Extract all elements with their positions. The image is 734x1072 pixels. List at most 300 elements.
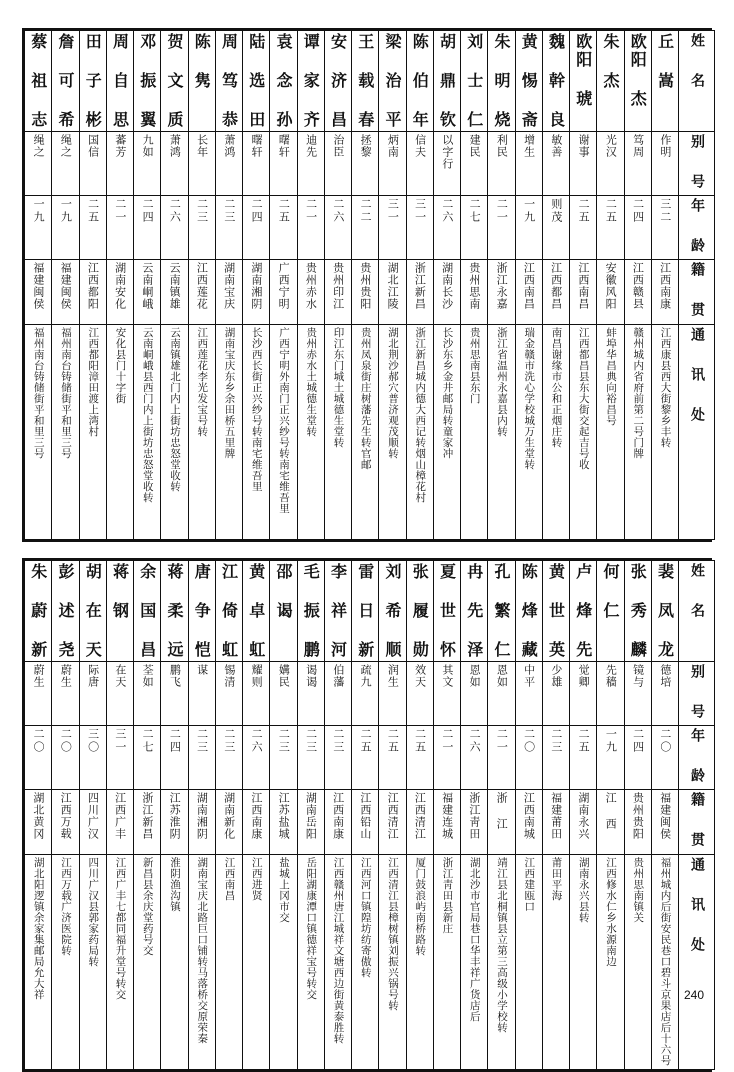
entry-name: 刘 希 顺 [383, 563, 402, 659]
entry-native-place-cell [270, 790, 297, 855]
entry-native-place: 江西莲花 [195, 262, 209, 310]
entry-alias: 曙轩 [250, 134, 264, 158]
entry-age-cell [352, 726, 379, 790]
block-divider [22, 542, 712, 558]
entry-name: 卢 烽 先 [573, 563, 593, 659]
column-header-label: 通 讯 处 [689, 857, 706, 956]
entry-alias-cell [651, 662, 678, 726]
entry-alias-cell [106, 132, 133, 196]
entry-age: 三一 [386, 198, 400, 224]
entry-address: 长沙西长街正兴纱号转南宅维吾里 [250, 327, 263, 492]
entry-native-place: 福建闽侯 [59, 262, 73, 310]
column-header-label: 籍 贯 [689, 792, 706, 851]
entry-alias: 利民 [495, 134, 509, 158]
entry-name: 唐 争 恺 [192, 563, 212, 659]
entry-age-cell [461, 196, 488, 260]
entry-name: 雷 日 新 [355, 563, 375, 659]
entry-age: 二〇 [658, 728, 672, 754]
entry-age: 二三 [331, 728, 345, 754]
entry-native-place: 贵州赤水 [304, 262, 318, 310]
entry-address: 南昌谢缘市公和正烟庄转 [550, 327, 563, 448]
entry-address-cell [106, 855, 133, 1070]
entry-alias-cell [25, 132, 52, 196]
entry-address-cell [297, 325, 324, 540]
entry-address-cell [651, 325, 678, 540]
entry-age-cell [297, 726, 324, 790]
entry-native-place: 湖南湘阴 [249, 262, 263, 310]
entry-age-cell [106, 196, 133, 260]
entry-age: 二三 [304, 728, 318, 754]
entry-age-cell [624, 196, 651, 260]
entry-address-cell [570, 325, 597, 540]
entry-alias-cell [406, 132, 433, 196]
entry-age-cell [651, 726, 678, 790]
entry-name: 朱 杰 [601, 33, 620, 90]
entry-address: 盐城上冈市交 [277, 857, 290, 923]
entry-alias: 少雄 [549, 664, 563, 688]
entry-name: 邓 振 翼 [137, 33, 157, 129]
entry-name-cell [433, 31, 460, 132]
entry-native-place: 湖南安化 [113, 262, 127, 310]
entry-native-place: 江西清江 [413, 792, 427, 840]
entry-address: 云南镇雄北门内上街坊忠怒堂收转 [168, 327, 181, 492]
entry-name: 刘 士 仁 [464, 33, 484, 129]
entry-native-place-cell [433, 260, 460, 325]
entry-name: 裴 凤 龙 [655, 563, 675, 659]
entry-name: 李 祥 河 [328, 563, 348, 659]
entry-alias-cell [270, 662, 297, 726]
entry-age-cell [406, 726, 433, 790]
entry-age: 二六 [168, 198, 182, 224]
entry-native-place: 福建莆田 [549, 792, 563, 840]
entry-name: 周 笃 恭 [219, 33, 239, 129]
entry-name: 陆 选 田 [246, 33, 266, 129]
entry-age-cell [433, 726, 460, 790]
entry-alias: 谢事 [577, 134, 591, 158]
entry-native-place: 江西铅山 [358, 792, 372, 840]
entry-address: 靖江县北桐镇县立第三高级小学校转 [495, 857, 508, 1033]
entry-address: 江西清江县樟树镇刘振兴锅号转 [386, 857, 399, 1011]
entry-native-place: 湖南长沙 [440, 262, 454, 310]
entry-native-place-cell [188, 260, 215, 325]
entry-age-cell [188, 726, 215, 790]
entry-alias: 国信 [86, 134, 100, 158]
entry-alias-cell [461, 662, 488, 726]
entry-age: 二三 [549, 728, 563, 754]
entry-address: 江西进贤 [250, 857, 263, 901]
entry-age-cell [406, 196, 433, 260]
entry-name-cell [352, 561, 379, 662]
entry-address: 湖南宝庆北路巨口铺转马落桥交原荣秦 [196, 857, 209, 1044]
entry-alias-cell [624, 662, 651, 726]
entry-address: 福州南台铸储街平和里三号 [59, 327, 72, 459]
entry-name: 欧阳 琥 [573, 33, 593, 108]
entry-name-cell [651, 31, 678, 132]
entry-alias: 笃周 [631, 134, 645, 158]
entry-native-place-cell [624, 260, 651, 325]
entry-alias-cell [297, 132, 324, 196]
entry-alias-cell [515, 662, 542, 726]
entry-address: 江西广丰七都同福升堂号转交 [114, 857, 127, 1000]
entry-name: 詹 可 希 [56, 33, 75, 129]
entry-age-cell [379, 196, 406, 260]
entry-age: 一九 [32, 198, 46, 224]
entry-name: 袁 念 孙 [274, 33, 293, 129]
entry-address-cell [597, 855, 624, 1070]
entry-age-cell [79, 726, 106, 790]
entry-native-place-cell [379, 260, 406, 325]
column-header-native [679, 790, 715, 855]
entry-name-cell [515, 561, 542, 662]
entry-name-cell [243, 31, 270, 132]
entry-name: 张 履 勋 [410, 563, 430, 659]
entry-address-cell [52, 855, 79, 1070]
entry-name-cell [433, 561, 460, 662]
roster-table-block-1 [22, 28, 712, 542]
entry-address-cell [488, 325, 515, 540]
entry-age: 二一 [113, 198, 127, 224]
entry-address-cell [597, 325, 624, 540]
entry-age: 二〇 [59, 728, 73, 754]
entry-alias-cell [134, 132, 161, 196]
entry-age-cell [515, 196, 542, 260]
entry-name-cell [488, 561, 515, 662]
entry-age-cell [488, 726, 515, 790]
entry-address: 云南峒峨县西门内上街坊忠怒堂收转 [141, 327, 154, 503]
entry-age: 二一 [440, 728, 454, 754]
entry-name: 蔡 祖 志 [28, 33, 48, 129]
entry-alias-cell [597, 132, 624, 196]
entry-native-place: 浙江新昌 [140, 792, 154, 840]
entry-age: 二三 [195, 198, 209, 224]
entry-address-cell [352, 325, 379, 540]
entry-age: 三〇 [86, 728, 100, 754]
entry-alias-cell [570, 132, 597, 196]
entry-native-place: 浙 江 [495, 792, 509, 830]
entry-alias: 媾民 [277, 664, 291, 688]
entry-address: 贵州思南县东门 [468, 327, 481, 404]
entry-native-place-cell [352, 260, 379, 325]
entry-alias: 先穑 [604, 664, 618, 688]
entry-name-cell [324, 31, 351, 132]
entry-native-place-cell [52, 260, 79, 325]
entry-alias-cell [542, 132, 569, 196]
entry-address-cell [79, 855, 106, 1070]
entry-address-cell [406, 325, 433, 540]
entry-native-place: 湖南永兴 [576, 792, 590, 840]
entry-alias: 效天 [413, 664, 427, 688]
entry-address-cell [515, 325, 542, 540]
entry-alias-cell [651, 132, 678, 196]
entry-age: 一九 [522, 198, 536, 224]
entry-age: 二一 [495, 198, 509, 224]
entry-alias: 敏善 [549, 134, 563, 158]
entry-name-cell [379, 31, 406, 132]
entry-native-place-cell [324, 790, 351, 855]
column-header-alias [679, 132, 715, 196]
entry-name-cell [624, 31, 651, 132]
entry-age-cell [651, 196, 678, 260]
entry-name: 蒋 钢 [110, 563, 130, 620]
entry-age: 二四 [631, 198, 645, 224]
entry-native-place-cell [651, 260, 678, 325]
entry-alias-cell [488, 132, 515, 196]
entry-age: 二〇 [32, 728, 46, 754]
entry-address-cell [79, 325, 106, 540]
entry-name-cell [106, 31, 133, 132]
entry-address: 江西莲花李光发宝号转 [196, 327, 209, 437]
entry-age: 二五 [277, 198, 291, 224]
entry-age: 二五 [386, 728, 400, 754]
entry-alias-cell [406, 662, 433, 726]
entry-native-place: 云南镇雄 [168, 262, 182, 310]
entry-address-cell [134, 325, 161, 540]
entry-alias: 建民 [468, 134, 482, 158]
entry-name-cell [79, 31, 106, 132]
entry-name: 陈 烽 藏 [519, 563, 539, 659]
entry-alias-cell [324, 662, 351, 726]
entry-age-cell [542, 196, 569, 260]
entry-native-place-cell [542, 790, 569, 855]
entry-alias: 镜与 [631, 664, 645, 688]
entry-age-cell [570, 726, 597, 790]
column-header-label: 年 龄 [689, 198, 706, 257]
entry-name-cell [161, 31, 188, 132]
entry-name: 张 秀 麟 [628, 563, 648, 659]
entry-alias-cell [570, 662, 597, 726]
entry-name-cell [243, 561, 270, 662]
column-header-label: 姓 名 [689, 563, 706, 622]
entry-alias-cell [352, 132, 379, 196]
entry-native-place: 福建闽侯 [658, 792, 672, 840]
entry-address: 浙江省温州永嘉县内转 [495, 327, 508, 437]
entry-age: 二〇 [522, 728, 536, 754]
entry-address-cell [161, 325, 188, 540]
entry-address: 湖南宝庆东乡余田桥五里牌 [223, 327, 236, 459]
entry-age: 三一 [113, 728, 127, 754]
entry-address: 新昌县余庆堂药号交 [141, 857, 154, 956]
entry-age: 一九 [604, 728, 618, 754]
entry-age: 二四 [168, 728, 182, 754]
entry-name-cell [352, 31, 379, 132]
entry-age-cell [270, 196, 297, 260]
entry-age-cell [433, 196, 460, 260]
entry-age: 二五 [359, 728, 373, 754]
entry-address-cell [651, 855, 678, 1070]
entry-alias: 蕃芳 [113, 134, 127, 158]
column-header-name [679, 561, 715, 662]
entry-alias: 谋 [195, 664, 209, 676]
entry-alias: 增生 [522, 134, 536, 158]
column-header-alias [679, 662, 715, 726]
entry-name-cell [542, 561, 569, 662]
entry-alias: 治臣 [331, 134, 345, 158]
entry-age-cell [324, 196, 351, 260]
entry-alias-cell [352, 662, 379, 726]
entry-native-place-cell [597, 260, 624, 325]
entry-alias: 在天 [113, 664, 127, 688]
entry-age: 二一 [495, 728, 509, 754]
entry-native-place: 浙江靑田 [467, 792, 481, 840]
entry-name-cell [215, 31, 242, 132]
entry-name: 黄 惕 斋 [519, 33, 539, 129]
entry-name: 安 济 昌 [328, 33, 348, 129]
entry-alias: 润生 [386, 664, 400, 688]
entry-native-place-cell [488, 260, 515, 325]
entry-alias: 以字行 [440, 134, 454, 170]
entry-name-cell [570, 561, 597, 662]
entry-name-cell [25, 31, 52, 132]
entry-age-cell [25, 726, 52, 790]
entry-age-cell [106, 726, 133, 790]
entry-name-cell [106, 561, 133, 662]
entry-age-cell [215, 726, 242, 790]
entry-address-cell [243, 325, 270, 540]
entry-address-cell [243, 855, 270, 1070]
entry-address: 福州南台铸储街平和里三号 [32, 327, 45, 459]
entry-age: 二七 [141, 728, 155, 754]
entry-alias: 曙轩 [277, 134, 291, 158]
entry-native-place: 湖南岳阳 [304, 792, 318, 840]
entry-name: 贺 文 质 [165, 33, 184, 129]
entry-age-cell [215, 196, 242, 260]
entry-alias: 蔚生 [59, 664, 73, 688]
entry-address: 贵州思南镇关 [632, 857, 645, 923]
entry-name-cell [406, 31, 433, 132]
entry-alias: 谒谒 [304, 664, 318, 688]
entry-alias: 光汉 [604, 134, 618, 158]
entry-age-cell [243, 196, 270, 260]
entry-native-place-cell [215, 790, 242, 855]
entry-name-cell [406, 561, 433, 662]
entry-alias-cell [597, 662, 624, 726]
entry-name: 胡 鼎 钦 [437, 33, 457, 129]
entry-address-cell [433, 325, 460, 540]
entry-native-place: 江西南康 [331, 792, 345, 840]
entry-native-place-cell [25, 260, 52, 325]
entry-native-place: 湖北江陵 [386, 262, 400, 310]
column-header-address [679, 325, 715, 540]
entry-address: 福州城内后街安民巷口碧斗京果店后十六号 [659, 857, 672, 1066]
entry-age-cell [597, 726, 624, 790]
entry-name: 胡 在 天 [83, 563, 103, 659]
entry-name-cell [379, 561, 406, 662]
entry-age-cell [515, 726, 542, 790]
entry-age: 二七 [468, 198, 482, 224]
entry-age: 二三 [222, 728, 236, 754]
page-number: 240 [683, 988, 704, 1002]
entry-alias-cell [433, 662, 460, 726]
entry-native-place-cell [352, 790, 379, 855]
entry-age: 一九 [59, 198, 73, 224]
entry-native-place-cell [79, 260, 106, 325]
entry-native-place: 福建连城 [440, 792, 454, 840]
entry-age: 二三 [222, 198, 236, 224]
entry-name: 邵 谒 [274, 563, 293, 620]
entry-name: 王 载 春 [355, 33, 375, 129]
entry-address: 瑞金赣市洗心学校城万生堂转 [523, 327, 536, 470]
entry-age: 二二 [359, 198, 373, 224]
entry-name-cell [52, 31, 79, 132]
entry-native-place: 湖南宝庆 [222, 262, 236, 310]
entry-alias: 鹏飞 [168, 664, 182, 688]
entry-address-cell [270, 325, 297, 540]
entry-native-place: 安徽风阳 [604, 262, 618, 310]
entry-name: 陈 伯 年 [410, 33, 430, 129]
entry-age-cell [570, 196, 597, 260]
entry-address: 长沙东乡金井邮局转童家冲 [441, 327, 454, 459]
entry-address: 印江东门城土城德生堂转 [332, 327, 345, 448]
entry-address: 岳阳湖康潭口镇德祥宝号转交 [305, 857, 318, 1000]
entry-alias-cell [161, 132, 188, 196]
entry-name-cell [324, 561, 351, 662]
entry-address: 江西南昌 [223, 857, 236, 901]
entry-native-place: 江西南康 [658, 262, 672, 310]
entry-name: 毛 振 鹏 [301, 563, 321, 659]
entry-name: 黄 世 英 [546, 563, 566, 659]
entry-address: 淮阴渔沟镇 [168, 857, 181, 912]
column-header-name [679, 31, 715, 132]
entry-alias: 锡清 [222, 664, 236, 688]
entry-address-cell [215, 855, 242, 1070]
entry-address-cell [106, 325, 133, 540]
entry-age-cell [79, 196, 106, 260]
entry-alias: 中平 [522, 664, 536, 688]
entry-name: 朱 明 烧 [492, 33, 511, 129]
entry-age: 二五 [577, 198, 591, 224]
entry-alias: 绳之 [59, 134, 73, 158]
entry-age-cell [243, 726, 270, 790]
entry-native-place-cell [52, 790, 79, 855]
entry-alias-cell [52, 662, 79, 726]
entry-name-cell [488, 31, 515, 132]
entry-name-cell [297, 561, 324, 662]
entry-age: 二三 [277, 728, 291, 754]
entry-alias: 绳之 [32, 134, 46, 158]
entry-address: 湖北荆沙郝穴普济观茂顺转 [386, 327, 399, 459]
entry-native-place-cell [624, 790, 651, 855]
entry-name-cell [134, 31, 161, 132]
entry-alias: 炳南 [386, 134, 400, 158]
entry-name-cell [161, 561, 188, 662]
entry-address: 江西河口镇隍坊纺寄傲转 [359, 857, 372, 978]
entry-address: 湖北阳逻镇余家集邮局允大祥 [32, 857, 45, 1000]
entry-native-place-cell [651, 790, 678, 855]
entry-age: 二四 [631, 728, 645, 754]
entry-address: 湖南永兴县转 [577, 857, 590, 923]
entry-name: 魏 幹 良 [546, 33, 566, 129]
entry-alias-cell [488, 662, 515, 726]
column-header-native [679, 260, 715, 325]
entry-age: 三一 [413, 198, 427, 224]
entry-native-place-cell [461, 260, 488, 325]
entry-name: 何 仁 [601, 563, 620, 620]
entry-address-cell [461, 325, 488, 540]
entry-name: 江 倚 虹 [219, 563, 239, 659]
entry-name: 谭 家 齐 [301, 33, 321, 129]
entry-name: 丘 嵩 [655, 33, 675, 90]
entry-address: 湖北沙市官局巷口华丰祥广货店后 [468, 857, 481, 1022]
entry-alias-cell [324, 132, 351, 196]
entry-address-cell [542, 855, 569, 1070]
entry-alias: 作明 [658, 134, 672, 158]
entry-age-cell [324, 726, 351, 790]
entry-name-cell [597, 561, 624, 662]
entry-alias-cell [624, 132, 651, 196]
entry-alias-cell [270, 132, 297, 196]
entry-address-cell [297, 855, 324, 1070]
entry-alias: 蔚生 [32, 664, 46, 688]
